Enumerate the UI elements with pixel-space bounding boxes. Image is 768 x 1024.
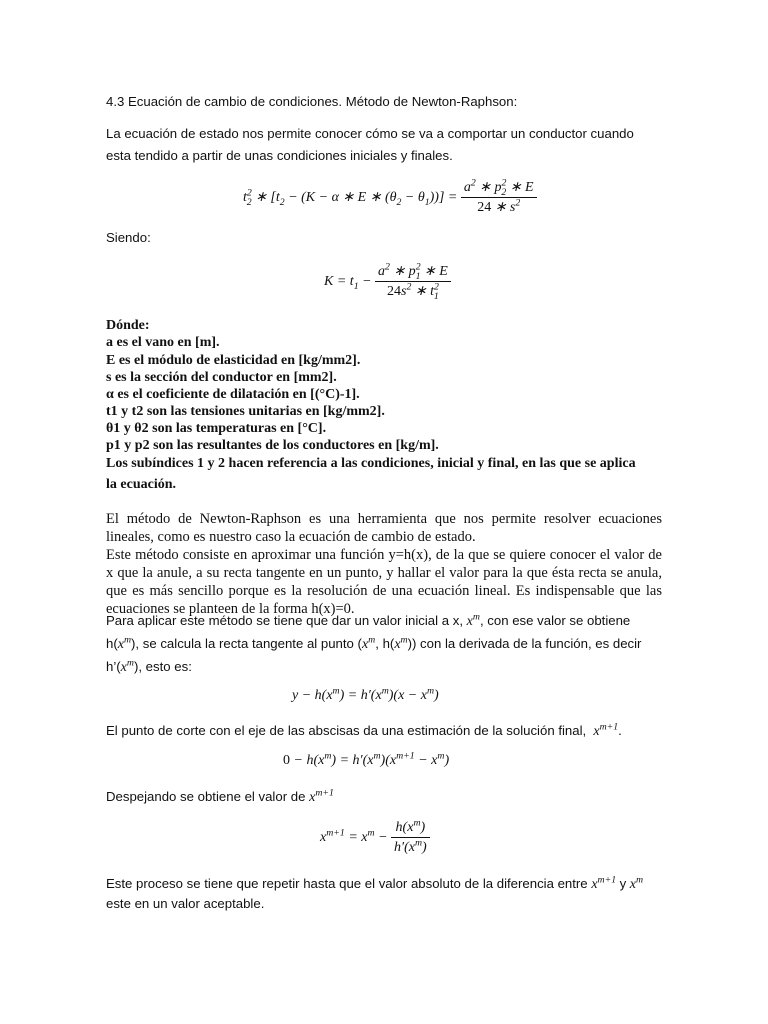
definition-p: p1 y p2 son las resultantes de los conductores en [kg/m]. — [106, 438, 439, 453]
donde-label: Dónde: — [106, 318, 150, 333]
newton-line-6: ecuaciones se planteen de la forma h(x)=0. — [106, 601, 355, 617]
newton-paragraph — [106, 510, 662, 618]
definition-a: a es el vano en [m]. — [106, 335, 220, 350]
punto-corte-line: El punto de corte con el eje de las abscisas da una estimación de la solución final, $x^{m+1}$. — [106, 721, 622, 739]
definition-t: t1 y t2 son las tensiones unitarias en [kg/mm2]. — [106, 404, 385, 419]
newton-line-2: lineales, como es nuestro caso la ecuación de cambio de estado. — [106, 529, 476, 545]
definition-s: s es la sección del conductor en [mm2]. — [106, 370, 337, 385]
definition-subindices: Los subíndices 1 y 2 hacen referencia a las condiciones, inicial y final, en las que se aplica — [106, 456, 636, 471]
equation-state-change: $t^2_2$ ∗ [$t_2 - (K - \alpha$ ∗ E ∗ $(\theta_2 - \theta_1)$)] = $\frac{a^2 ∗ p^2_2 ∗ E}{24 ∗ s^2}$ — [243, 178, 537, 217]
aplicar-line-3: $h’(x^m)$, esto es: — [106, 657, 192, 675]
aplicar-line-2: $h(x^m)$, se calcula la recta tangente al punto ($x^m$, $h(x^m)$) con la derivada de la función, es decir — [106, 634, 642, 652]
equation-tangent: $y - h(x^m) = h'(x^m)(x - x^m)$ — [292, 685, 439, 703]
intro-line-1: La ecuación de estado nos permite conocer cómo se va a comportar un conductor cuando — [106, 126, 634, 141]
newton-line-1: El método de Newton-Raphson es una herramienta que nos permite resolver ecuaciones — [106, 511, 662, 527]
definition-subindices-end: la ecuación. — [106, 477, 176, 492]
newton-line-3: Este método consiste en aproximar una función y=h(x), de la que se quiere conocer el valor de — [106, 547, 662, 563]
equation-newton-update: $x^{m+1} = x^m$ − $\frac{h(x^m)}{h'(x^m)}$ — [320, 818, 430, 857]
aplicar-line-1: Para aplicar este método se tiene que dar un valor inicial a x, $x^m$, con ese valor se obtiene — [106, 611, 631, 629]
definition-theta: θ1 y θ2 son las temperaturas en [°C]. — [106, 421, 327, 436]
newton-line-4: x que la anule, a su recta tangente en un punto, y hallar el valor para la que ésta recta se anula, — [106, 565, 662, 581]
proceso-line-2: este en un valor aceptable. — [106, 896, 265, 911]
proceso-line-1: Este proceso se tiene que repetir hasta que el valor absoluto de la diferencia entre $x^{m+1}$ y $x^m$ — [106, 874, 644, 892]
despejando-line: Despejando se obtiene el valor de $x^{m+1}$ — [106, 787, 334, 805]
intro-line-2: esta tendido a partir de unas condiciones iniciales y finales. — [106, 148, 453, 163]
equation-k: $K = t_1$ − $\frac{a^2 ∗ p^2_1 ∗ E}{24s^2 ∗ t^2_1}$ — [324, 262, 451, 301]
siendo-label: Siendo: — [106, 230, 151, 245]
section-heading: 4.3 Ecuación de cambio de condiciones. Método de Newton-Raphson: — [106, 94, 518, 109]
definition-e: E es el módulo de elasticidad en [kg/mm2]. — [106, 353, 361, 368]
definition-alpha: α es el coeficiente de dilatación en [(°C)-1]. — [106, 387, 360, 402]
newton-line-5: que es más sencillo porque es la resolución de una ecuación lineal. Es indispensable que las — [106, 583, 662, 599]
equation-intercept: $0 - h(x^m) = h'(x^m)(x^{m+1} - x^m)$ — [283, 750, 450, 768]
